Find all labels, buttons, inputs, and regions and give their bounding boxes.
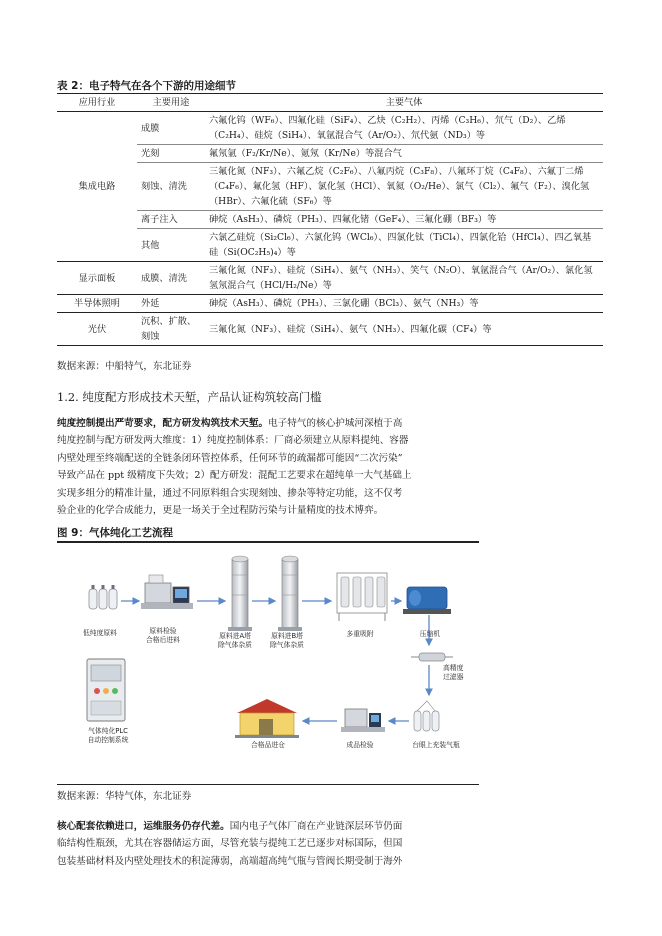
industry-cell: 显示面板 bbox=[57, 262, 137, 295]
header-industry: 应用行业 bbox=[78, 97, 116, 108]
product-check-icon bbox=[341, 709, 385, 732]
label-check: 原料检验 合格后进料 bbox=[146, 627, 180, 644]
warehouse-icon bbox=[235, 699, 299, 738]
section-paragraph bbox=[57, 415, 605, 519]
figure-caption: 图 9：气体纯化工艺流程 bbox=[57, 527, 173, 539]
use-cell: 沉积、扩散、刻蚀 bbox=[137, 313, 205, 346]
paragraph-line: 临结构性瓶颈，尤其在容器储运方面，尽管充装与提纯工艺已逐步对标国际，但国 bbox=[57, 838, 403, 850]
table-row bbox=[57, 112, 603, 145]
plc-cabinet-icon bbox=[87, 659, 125, 721]
gas-cell: 三氟化氮（NF₃）、硅烷（SiH₄）、氨气（NH₃）、笑气（N₂O）、氧氩混合气（Ar/O₂）、氯化氢氢氖混合气（HCl/H₂/Ne）等 bbox=[205, 262, 603, 295]
header-gas: 主要气体 bbox=[385, 97, 423, 108]
paragraph-lead: 核心配套依赖进口，运维服务仍存代差。 bbox=[57, 821, 230, 832]
adsorption-rack-icon bbox=[337, 573, 387, 621]
gas-cell: 砷烷（AsH₃）、磷烷（PH₃）、四氟化锗（GeF₄）、三氟化硼（BF₃）等 bbox=[205, 211, 603, 229]
label-tower-a: 原料进A塔 除气体杂质 bbox=[218, 632, 252, 649]
closing-paragraph bbox=[57, 818, 605, 870]
table-caption: 表 2：电子特气在各个下游的用途细节 bbox=[57, 80, 236, 92]
figure-source: 数据来源：华特气体，东北证券 bbox=[57, 791, 192, 802]
label-filter: 高精度 过滤器 bbox=[443, 664, 464, 681]
gas-cell: 三氟化氮（NF₃）、硅烷（SiH₄）、氨气（NH₃）、四氟化碳（CF₄）等 bbox=[205, 313, 603, 346]
table-row bbox=[57, 229, 603, 262]
gas-cell: 氟氖氩（F₂/Kr/Ne）、氪氖（Kr/Ne）等混合气 bbox=[205, 145, 603, 163]
gas-cell: 砷烷（AsH₃）、磷烷（PH₃）、三氯化硼（BCl₃）、氨气（NH₃）等 bbox=[205, 295, 603, 313]
tower-a-icon bbox=[228, 556, 252, 631]
paragraph-lead: 纯度控制提出严苛要求，配方研发构筑技术天堑。 bbox=[57, 418, 269, 429]
label-adsorb: 多重吸附 bbox=[346, 630, 374, 638]
use-cell: 其他 bbox=[137, 229, 205, 262]
section-heading: 1.2. 纯度配方形成技术天堑，产品认证构筑较高门槛 bbox=[57, 390, 322, 404]
paragraph-line: 验企业的化学合成能力，更是一场关于全过程防污染与计量精度的技术博弈。 bbox=[57, 505, 384, 517]
figure-top-rule bbox=[57, 541, 479, 543]
use-cell: 离子注入 bbox=[137, 211, 205, 229]
table-row bbox=[57, 313, 603, 346]
filter-icon bbox=[411, 653, 453, 661]
use-cell: 成膜、清洗 bbox=[137, 262, 205, 295]
table-header-row bbox=[57, 94, 603, 112]
gas-usage-table bbox=[57, 93, 603, 346]
compressor-icon bbox=[403, 587, 451, 614]
table-row bbox=[57, 295, 603, 313]
label-warehouse: 合格品进仓 bbox=[251, 741, 285, 749]
gas-cell: 三氟化氮（NF₃）、六氟乙烷（C₂F₆）、八氟丙烷（C₃F₈）、八氟环丁烷（C₄F₈）、六氟丁二烯（C₄F₆）、氟化氢（HF）、氯化氢（HCl）、氧氦（O₂/He）、氯气（Cl₂）、氟气（F₂）、溴化氢（HBr）、六氟化硫（SF₆）等 bbox=[205, 163, 603, 211]
industry-cell: 光伏 bbox=[57, 313, 137, 346]
use-cell: 成膜 bbox=[141, 122, 160, 134]
paragraph-line: 实现多组分的精准计量，通过不同原料组合实现刻蚀、掺杂等特定功能，这不仅考 bbox=[57, 487, 403, 499]
gas-cell: 六氯乙硅烷（Si₂Cl₆）、六氯化钨（WCl₆）、四氯化钛（TiCl₄）、四氯化铪（HfCl₄）、四乙氧基硅（Si(OC₂H₅)₄）等 bbox=[205, 229, 603, 262]
paragraph-line: 核心配套依赖进口，运维服务仍存代差。国内电子气体厂商在产业链深层环节仍面 bbox=[57, 821, 403, 832]
use-cell: 刻蚀、清洗 bbox=[137, 163, 205, 211]
paragraph-line: 包装基础材料及内壁处理技术的积淀薄弱，高端超高纯气瓶与管阀长期受制于海外 bbox=[57, 855, 403, 867]
header-use: 主要用途 bbox=[152, 97, 190, 108]
paragraph-line: 导致产品在 ppt 级精度下失效；2）配方研发：混配工艺要求在超纯单一大气基础上 bbox=[57, 470, 412, 482]
label-tower-b: 原料进B塔 除气体杂质 bbox=[270, 632, 304, 649]
table-row bbox=[57, 145, 603, 163]
use-cell: 外延 bbox=[137, 295, 205, 313]
tower-b-icon bbox=[278, 556, 302, 631]
label-fill: 台眼上充装气瓶 bbox=[412, 741, 460, 749]
use-cell: 光刻 bbox=[137, 145, 205, 163]
table-row bbox=[57, 262, 603, 295]
paragraph-line: 纯度控制与配方研发两大维度：1）纯度控制体系：厂商必须建立从原料提纯、容器 bbox=[57, 435, 409, 447]
table-source: 数据来源：中船特气，东北证券 bbox=[57, 361, 192, 372]
gas-cell: 六氟化钨（WF₆）、四氟化硅（SiF₄）、乙炔（C₂H₂）、丙烯（C₃H₆）、氘气（D₂）、乙烯（C₂H₄）、硅烷（SiH₄）、氧氩混合气（Ar/O₂）、氘代氨（ND₃）等 bbox=[209, 115, 566, 141]
label-compressor: 压缩机 bbox=[419, 630, 441, 638]
inspection-instrument-icon bbox=[141, 575, 193, 609]
paragraph-line: 内壁处理至终端配送的全链条闭环管控体系，任何环节的疏漏都可能因“二次污染” bbox=[57, 452, 403, 464]
industry-cell: 半导体照明 bbox=[57, 295, 137, 313]
raw-cylinders-icon bbox=[89, 585, 117, 609]
industry-cell: 集成电路 bbox=[78, 181, 116, 192]
label-raw: 低纯度原料 bbox=[83, 629, 117, 637]
figure-bottom-rule bbox=[57, 784, 479, 785]
table-row bbox=[57, 211, 603, 229]
filling-cylinders-icon bbox=[414, 701, 439, 731]
paragraph-line: 纯度控制提出严苛要求，配方研发构筑技术天堑。电子特气的核心护城河深植于高 bbox=[57, 418, 403, 429]
table-row bbox=[57, 163, 603, 211]
label-product-check: 成品检验 bbox=[346, 741, 374, 749]
label-plc: 气体纯化PLC 自动控制系统 bbox=[87, 727, 129, 744]
